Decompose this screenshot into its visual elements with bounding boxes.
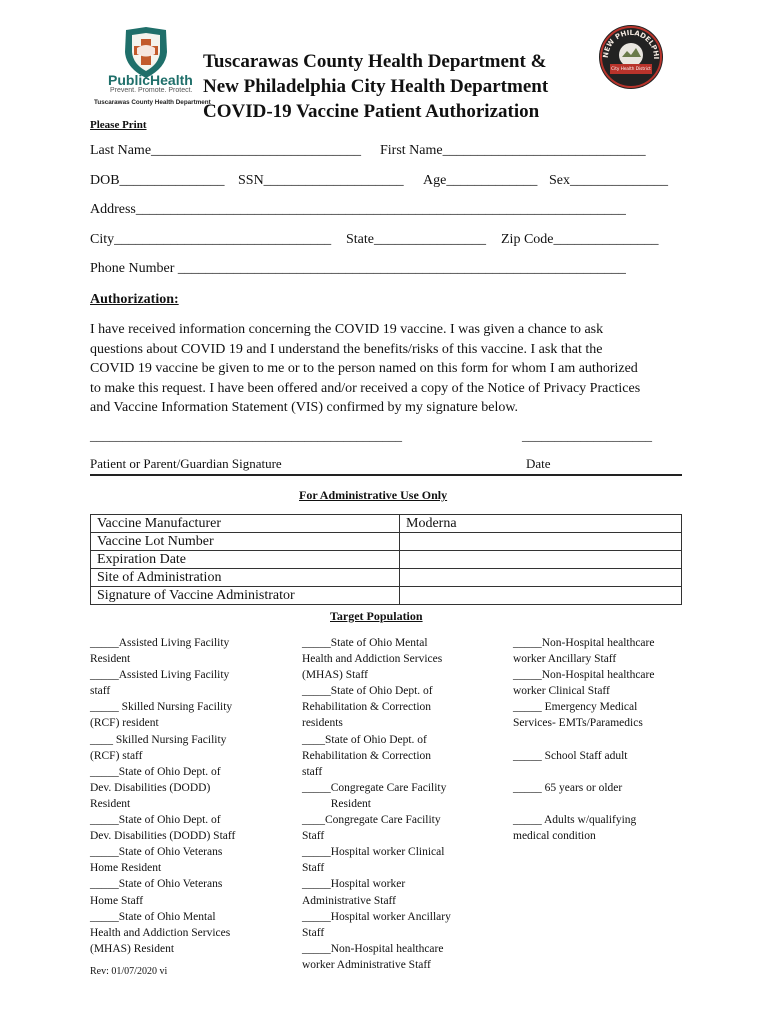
zip-code-field[interactable]: Zip Code_______________	[501, 232, 659, 247]
address-field[interactable]: Address______________________________________________________________________	[90, 202, 626, 217]
please-print-label: Please Print	[90, 119, 147, 131]
city-health-seal	[598, 24, 664, 90]
admin-label: Site of Administration	[91, 569, 400, 587]
authorization-line: I have received information concerning the COVID 19 vaccine. I was given a chance to ask	[90, 322, 604, 337]
authorization-line: COVID 19 vaccine be given to me or to the person named on this form for whom I am authorized	[90, 361, 638, 376]
target-population-col-2[interactable]: _____State of Ohio Mental Health and Addiction Services (MHAS) Staff _____State of Ohio Dept. of Rehabilitation & Correction residents ____State of Ohio Dept. of Rehabilitation & Correction staff _____Congregate Care Facility Resident ____Congregate Care Facility Staff _____Hospital worker Clinical Staff _____Hospital worker Administrative Staff _____Hospital worker Ancillary Staff _____Non-Hospital healthcare worker Administrative Staff	[302, 637, 451, 971]
table-row	[91, 569, 682, 587]
revision-footer: Rev: 01/07/2020 vi	[90, 966, 168, 977]
admin-label: Vaccine Manufacturer	[91, 515, 400, 533]
target-population-heading: Target Population	[330, 609, 423, 623]
target-population-col-3[interactable]: _____Non-Hospital healthcare worker Ancillary Staff _____Non-Hospital healthcare worker Clinical Staff _____ Emergency Medical Services- EMTs/Paramedics _____ School Staff adult _____ 65 years or older _____ Adults w/qualifying medical condition	[513, 637, 655, 843]
date-label: Date	[526, 456, 551, 471]
admin-label: Vaccine Lot Number	[91, 533, 400, 551]
signature-line[interactable]: ________________________________________________	[90, 428, 402, 443]
admin-value[interactable]	[400, 587, 682, 605]
admin-value[interactable]	[400, 569, 682, 587]
logo-tagline: Prevent. Promote. Protect.	[110, 87, 193, 94]
authorization-line: and Vaccine Information Statement (VIS) confirmed by my signature below.	[90, 400, 519, 415]
divider	[90, 474, 682, 476]
title-line-2: New Philadelphia City Health Department	[203, 76, 549, 97]
dob-field[interactable]: DOB_______________	[90, 173, 225, 188]
seal-arc-text: NEW PHILADELPHI	[601, 28, 661, 60]
city-seal-icon	[598, 24, 664, 90]
admin-label: Signature of Vaccine Administrator	[91, 587, 400, 605]
public-health-logo	[88, 26, 211, 108]
state-field[interactable]: State________________	[346, 232, 486, 247]
target-population-col-1[interactable]: _____Assisted Living Facility Resident _____Assisted Living Facility staff _____ Skilled Nursing Facility (RCF) resident ____ Skilled Nursing Facility (RCF) staff _____State of Ohio Dept. of Dev. Disabilities (DODD) Resident _____State of Ohio Dept. of Dev. Disabilities (DODD) Staff _____State of Ohio Veterans Home Resident _____State of Ohio Veterans Home Staff _____State of Ohio Mental Health and Addiction Services (MHAS) Resident	[90, 637, 236, 955]
authorization-line: to make this request. I have been offered and/or received a copy of the Notice of Privacy Practices	[90, 380, 641, 396]
logo-brand: PublicHealth	[108, 72, 193, 88]
signature-label: Patient or Parent/Guardian Signature	[90, 456, 282, 471]
title-line-1: Tuscarawas County Health Department &	[203, 51, 547, 72]
admin-value[interactable]	[400, 533, 682, 551]
last-name-field[interactable]: Last Name______________________________	[90, 143, 362, 158]
city-field[interactable]: City_______________________________	[90, 232, 332, 247]
ssn-field[interactable]: SSN____________________	[238, 173, 404, 188]
title-line-3: COVID-19 Vaccine Patient Authorization	[203, 101, 540, 122]
table-row	[91, 551, 682, 569]
admin-heading: For Administrative Use Only	[299, 488, 448, 502]
logo-department: Tuscarawas County Health Department	[94, 99, 211, 106]
admin-label: Expiration Date	[91, 551, 400, 569]
phone-number-field[interactable]: Phone Number ________________________________________________________________	[90, 261, 626, 276]
sex-field[interactable]: Sex______________	[549, 173, 668, 188]
seal-caption: City Health District	[611, 66, 651, 71]
age-field[interactable]: Age_____________	[423, 173, 538, 188]
admin-table	[90, 514, 682, 605]
first-name-field[interactable]: First Name_____________________________	[380, 143, 646, 158]
authorization-text	[90, 320, 680, 418]
admin-value[interactable]	[400, 551, 682, 569]
table-row	[91, 515, 682, 533]
page-title	[203, 49, 548, 124]
admin-value[interactable]: Moderna	[400, 515, 682, 533]
table-row	[91, 587, 682, 605]
date-line[interactable]: ____________________	[522, 428, 652, 443]
authorization-line: questions about COVID 19 and I understand the benefits/risks of this vaccine. I ask that the	[90, 341, 603, 357]
table-row	[91, 533, 682, 551]
authorization-heading: Authorization:	[90, 292, 179, 307]
